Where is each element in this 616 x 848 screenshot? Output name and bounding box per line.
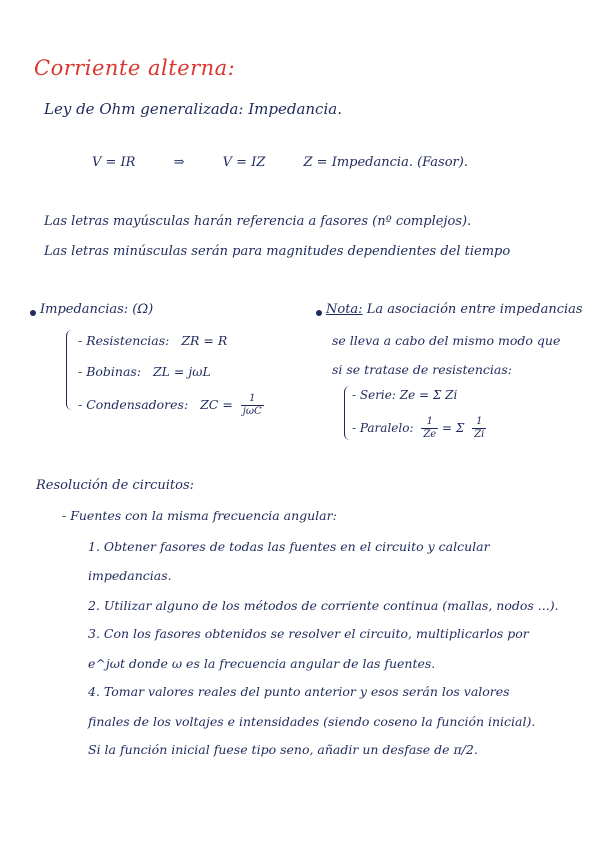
- impedance-inductor: [78, 364, 211, 379]
- note-lowercase: Las letras minúsculas serán para magnitudes dependientes del tiempo: [44, 244, 511, 259]
- resolucion-heading: Resolución de circuitos:: [36, 478, 194, 493]
- fraction-numerator: 1: [472, 416, 486, 429]
- fraction-numerator: 1: [421, 416, 438, 429]
- fraction-denominator: Ze: [423, 429, 437, 440]
- step-4-cont-2: Si la función inicial fuese tipo seno, añadir un desfase de π/2.: [88, 742, 478, 757]
- nota-label: Nota:: [326, 302, 363, 317]
- impedance-resistor: [78, 333, 227, 348]
- step-2: 2. Utilizar alguno de los métodos de corriente continua (mallas, nodos ...).: [88, 598, 559, 613]
- left-bracket: [66, 330, 75, 410]
- fraction: [421, 416, 438, 441]
- step-1: 1. Obtener fasores de todas las fuentes en el circuito y calcular: [88, 539, 490, 554]
- bullet-dot: [316, 310, 322, 316]
- nota-heading: [326, 302, 583, 317]
- fraction-denominator: jωC: [242, 406, 262, 417]
- fraction-numerator: 1: [241, 393, 264, 406]
- impedancias-heading: Impedancias: (Ω): [40, 302, 154, 317]
- section-heading-ohm: Ley de Ohm generalizada: Impedancia.: [44, 100, 342, 118]
- impedance-expr: ZL = jωL: [152, 364, 211, 379]
- paralelo-label: - Paralelo:: [352, 421, 414, 435]
- bullet-dot: [30, 310, 36, 316]
- formula-ohm: V = IR: [92, 155, 136, 170]
- serie-rule: - Serie: Ze = Σ Zi: [352, 388, 458, 402]
- formula-row: [92, 155, 502, 170]
- nota-text-2: se lleva a cabo del mismo modo que: [332, 333, 561, 348]
- nota-text: La asociación entre impedancias: [366, 302, 583, 317]
- fraction-denominator: Zi: [474, 429, 485, 440]
- paralelo-rule: [352, 416, 486, 441]
- impedance-label: - Resistencias:: [78, 333, 170, 348]
- right-bracket: [344, 386, 351, 440]
- step-4: 4. Tomar valores reales del punto anterior y esos serán los valores: [88, 684, 510, 699]
- formula-generalized: V = IZ: [222, 155, 266, 170]
- note-uppercase: Las letras mayúsculas harán referencia a fasores (nº complejos).: [44, 214, 472, 229]
- nota-text-3: si se tratase de resistencias:: [332, 362, 513, 377]
- impedance-expr: ZR = R: [181, 333, 228, 348]
- fraction: [472, 416, 486, 441]
- formula-impedance-def: Z = Impedancia. (Fasor).: [303, 155, 468, 170]
- impedance-label: - Bobinas:: [78, 364, 142, 379]
- sum-sign: = Σ: [442, 421, 465, 435]
- impedance-expr: ZC =: [200, 397, 233, 412]
- step-4-cont: finales de los voltajes e intensidades (siendo coseno la función inicial).: [88, 714, 536, 729]
- step-1-cont: impedancias.: [88, 568, 172, 583]
- step-3-cont: e^jωt donde ω es la frecuencia angular de las fuentes.: [88, 656, 436, 671]
- implies-arrow: ⇒: [173, 155, 185, 170]
- resolucion-subheading: - Fuentes con la misma frecuencia angular:: [62, 508, 337, 523]
- impedance-capacitor: [78, 393, 264, 418]
- step-3: 3. Con los fasores obtenidos se resolver el circuito, multiplicarlos por: [88, 626, 529, 641]
- page-title: Corriente alterna:: [34, 56, 236, 80]
- fraction: [241, 393, 264, 418]
- impedance-label: - Condensadores:: [78, 397, 189, 412]
